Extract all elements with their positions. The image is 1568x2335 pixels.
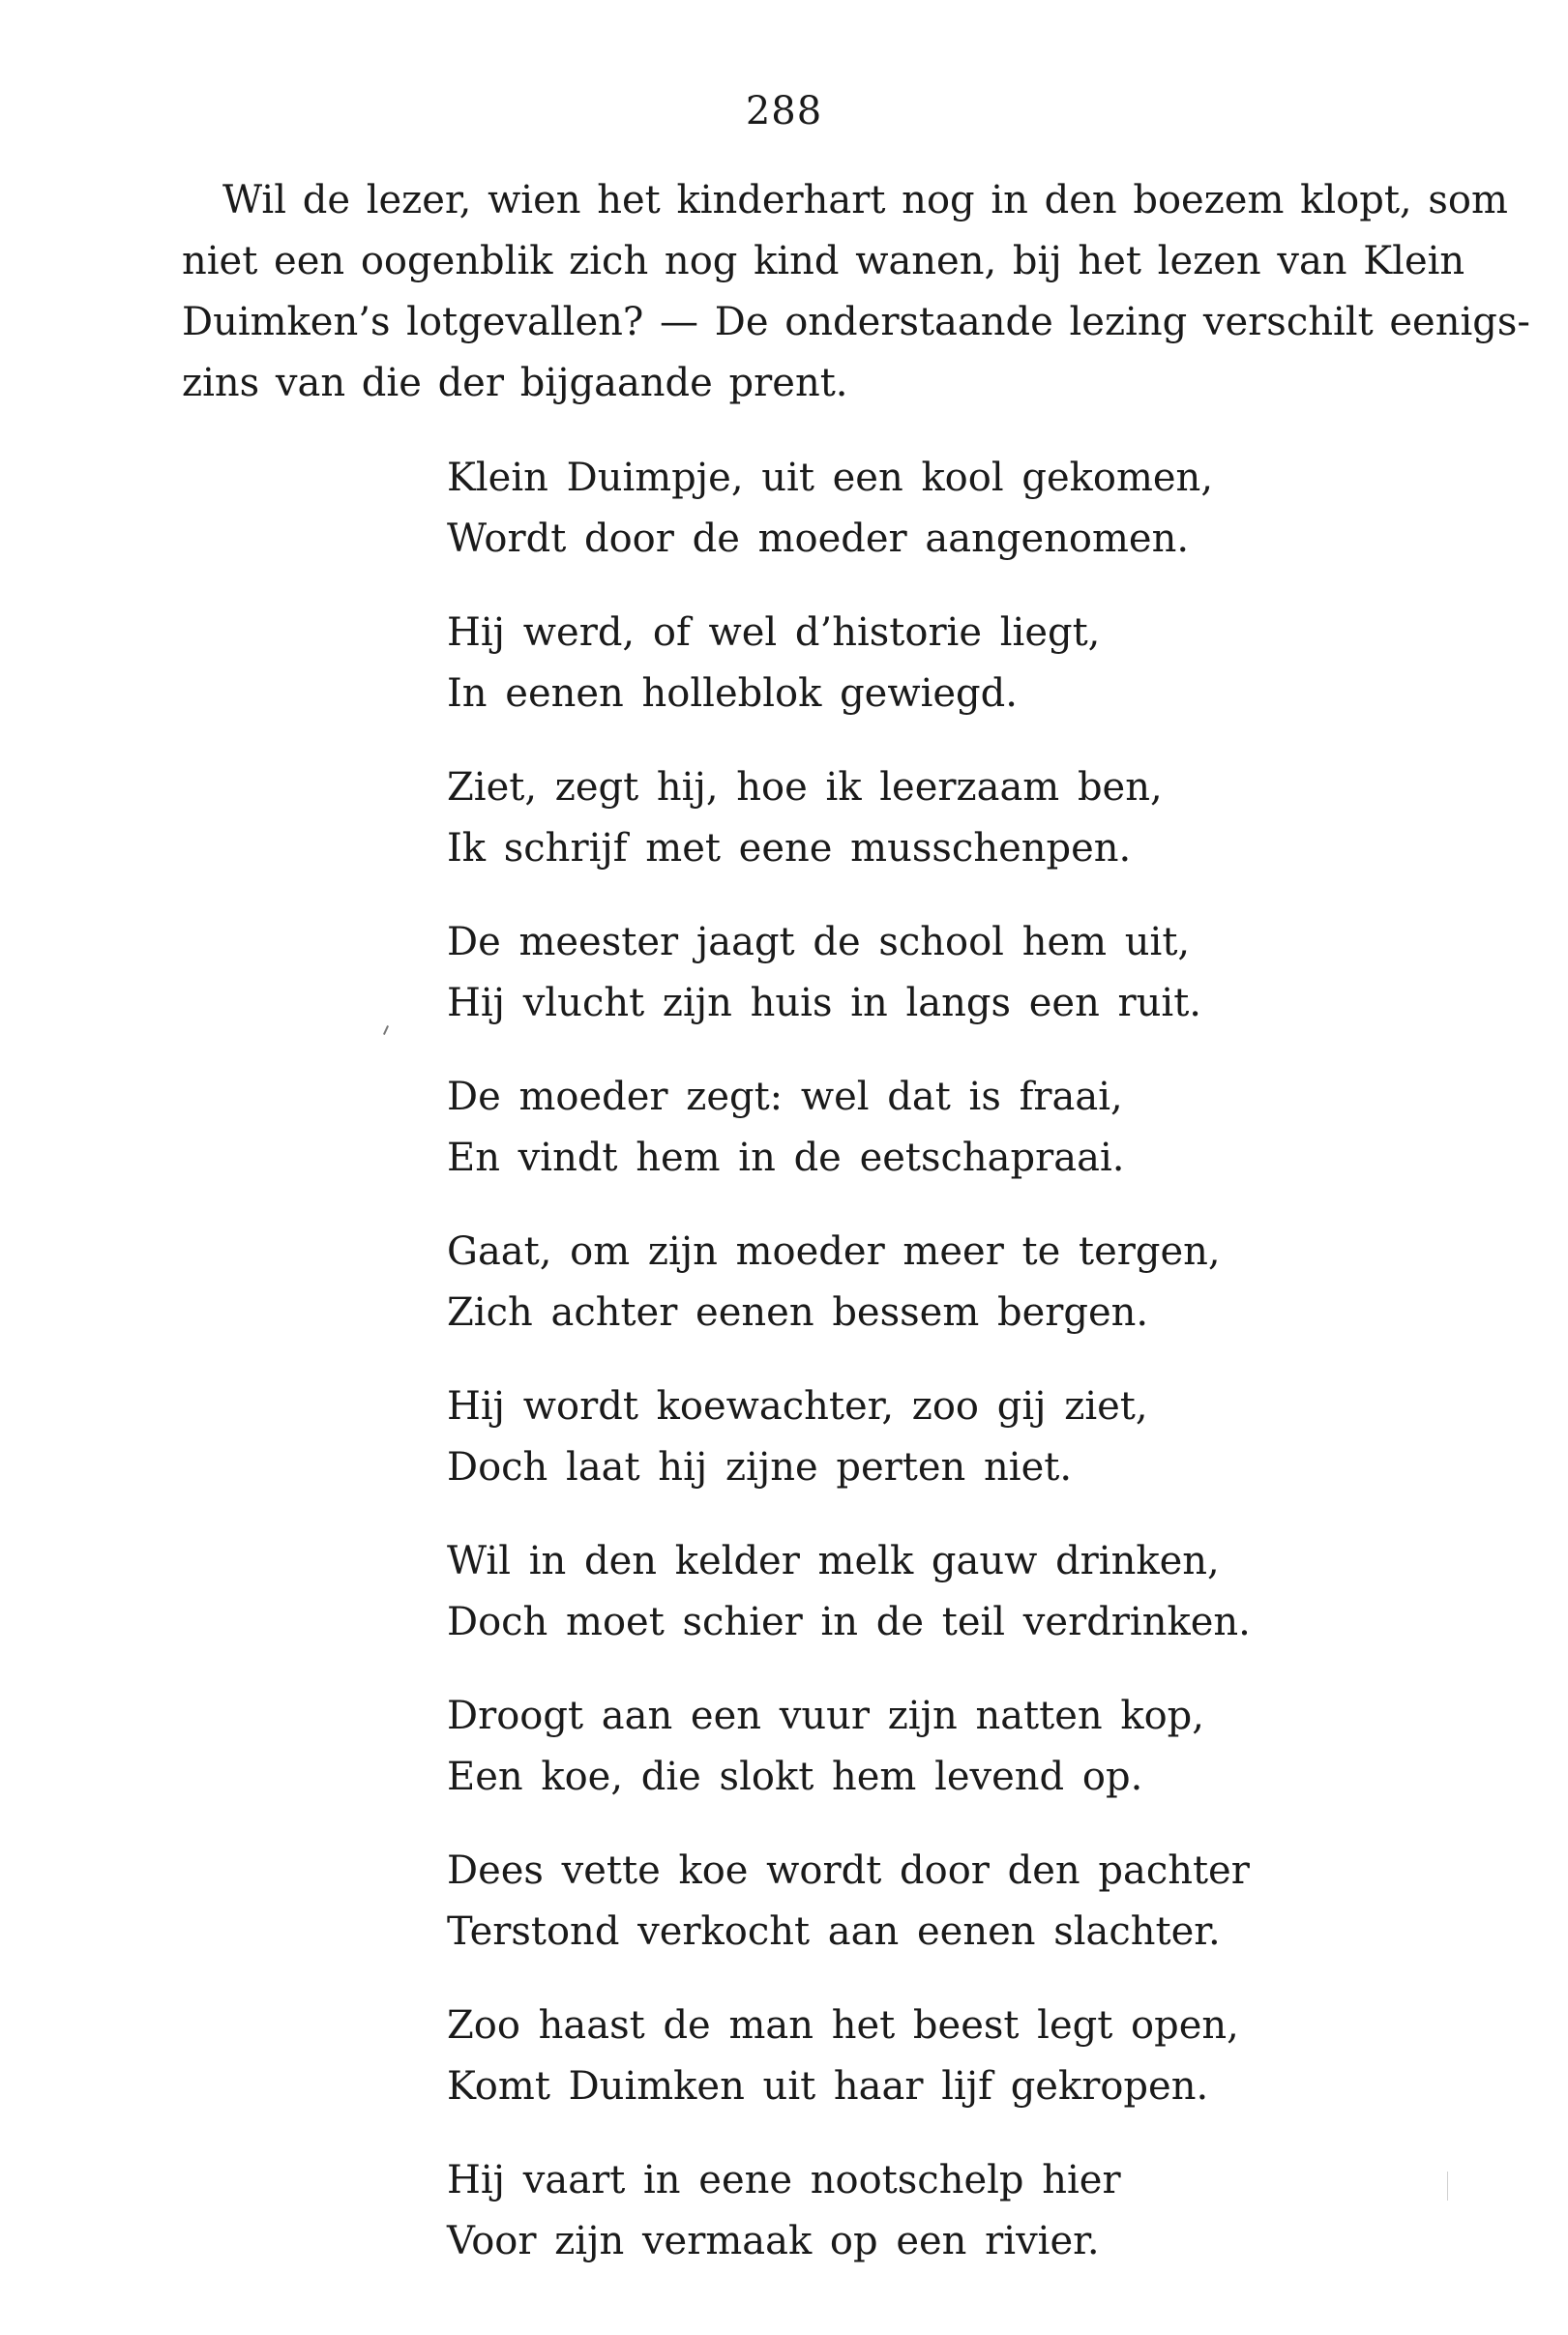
stanza: [447, 1531, 1251, 1653]
verse-line: Hij wordt koewachter, zoo gij ziet,: [447, 1384, 1148, 1429]
verse-line: Klein Duimpje, uit een kool gekomen,: [447, 456, 1214, 500]
verse-line: Komt Duimken uit haar lijf gekropen.: [447, 2064, 1209, 2109]
verse-line: Hij vaart in eene nootschelp hier: [447, 2158, 1121, 2202]
stanza: [447, 1067, 1221, 1189]
verse-line: Ik schrijf met eene musschenpen.: [447, 826, 1132, 871]
verse-line: Droogt aan een vuur zijn natten kop,: [447, 1694, 1204, 1738]
paper-edge-mark: [1447, 2172, 1448, 2201]
ink-speck: [383, 1025, 389, 1035]
verse-line: In eenen holleblok gewiegd.: [447, 671, 1018, 716]
verse-line: Zoo haast de man het beest legt open,: [447, 2003, 1239, 2048]
verse-line: Wil in den kelder melk gauw drinken,: [447, 1539, 1220, 1583]
stanza: [447, 448, 1221, 570]
verse-line: De meester jaagt de school hem uit,: [447, 920, 1191, 964]
verse-line: Ziet, zegt hij, hoe ik leerzaam ben,: [447, 765, 1163, 810]
verse-line: Gaat, om zijn moeder meer te tergen,: [447, 1229, 1221, 1274]
stanza: [447, 603, 1221, 724]
stanza: [447, 2150, 1221, 2272]
stanza: [447, 1686, 1221, 1808]
verse-line: Wordt door de moeder aangenomen.: [447, 517, 1190, 561]
verse-line: Doch moet schier in de teil verdrinken.: [447, 1600, 1251, 1644]
stanza: [447, 1222, 1221, 1344]
stanza: [447, 912, 1221, 1034]
intro-line: Duimken’s lotgevallen? — De onderstaande lezing verschilt eenigs-: [182, 300, 1530, 344]
intro-line: zins van die der bijgaande prent.: [182, 361, 848, 405]
verse-line: Voor zijn vermaak op een rivier.: [447, 2219, 1100, 2263]
intro-paragraph: [182, 170, 1530, 414]
verse-line: Hij vlucht zijn huis in langs een ruit.: [447, 981, 1202, 1025]
stanza: [447, 757, 1221, 879]
verse-line: Dees vette koe wordt door den pachter: [447, 1848, 1250, 1893]
stanza: [447, 1995, 1239, 2117]
poem: [447, 448, 1251, 2305]
stanza: [447, 1376, 1221, 1498]
verse-line: En vindt hem in de eetschapraai.: [447, 1136, 1125, 1180]
page-number: 288: [745, 89, 823, 133]
verse-line: De moeder zegt: wel dat is fraai,: [447, 1075, 1123, 1119]
stanza: [447, 1841, 1250, 1963]
verse-line: Terstond verkocht aan eenen slachter.: [447, 1909, 1221, 1954]
verse-line: Een koe, die slokt hem levend op.: [447, 1755, 1143, 1799]
verse-line: Hij werd, of wel d’historie liegt,: [447, 610, 1101, 655]
intro-line: niet een oogenblik zich nog kind wanen, bij het lezen van Klein: [182, 239, 1465, 283]
verse-line: Doch laat hij zijne perten niet.: [447, 1445, 1073, 1490]
intro-line: Wil de lezer, wien het kinderhart nog in den boezem klopt, som: [222, 178, 1508, 222]
verse-line: Zich achter eenen bessem bergen.: [447, 1290, 1149, 1335]
